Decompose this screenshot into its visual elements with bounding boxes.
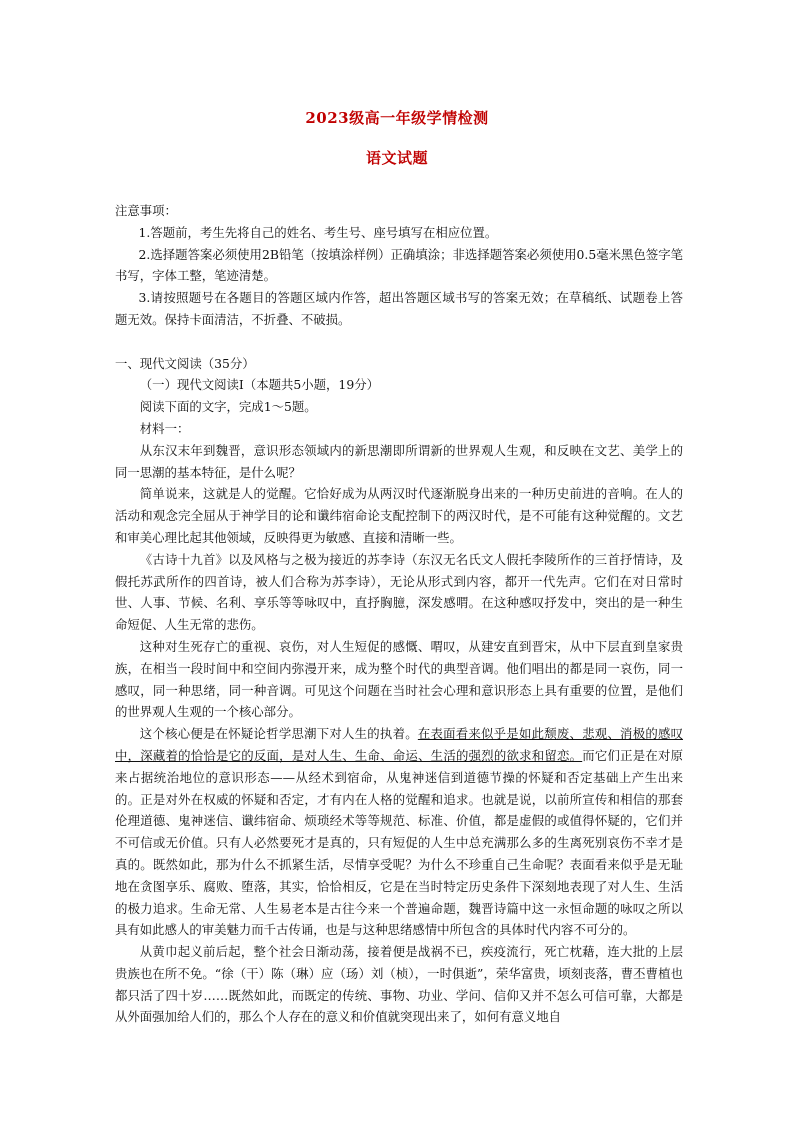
paragraph-6: 从黄巾起义前后起，整个社会日渐动荡，接着便是战祸不已，疾疫流行，死亡枕藉，连大批的上层贵族也在所不免。“徐（干）陈（琳）应（玚）刘（桢），一时俱逝”，荣华富贵，顷刻丧落，曹丕曹植也都只活了四十岁……既然如此，而既定的传统、事物、功业、学问、信仰又并不怎么可信可靠，大都是从外面强加给人们的，那么个人存在的意义和价值就突现出来了，如何有意义地自 xyxy=(115,944,683,1025)
paragraph-2: 简单说来，这就是人的觉醒。它恰好成为从两汉时代逐渐脱身出来的一种历史前进的音响。在人的活动和观念完全屈从于神学目的论和谶纬宿命论支配控制下的两汉时代，是不可能有这种觉醒的。文艺和审美心理比起其他领域，反映得更为敏感、直接和清晰一些。 xyxy=(115,486,683,545)
material-label: 材料一： xyxy=(139,420,190,436)
notice-item-3: 3.请按照题号在各题目的答题区域内作答，超出答题区域书写的答案无效；在草稿纸、试题卷上答题无效。保持卡面清洁，不折叠、不破损。 xyxy=(115,290,683,327)
paragraph-3: 《古诗十九首》以及风格与之极为接近的苏李诗（东汉无名氏文人假托李陵所作的三首抒情诗，及假托苏武所作的四首诗，被人们合称为苏李诗），无论从形式到内容，都开一代先声。它们在对日常时世、人事、节候、名利、享乐等等咏叹中，直抒胸臆，深发感喟。在这种感叹抒发中，突出的是一种生命短促、人生无常的悲伤。 xyxy=(115,551,683,633)
paragraph-1: 从东汉末年到魏晋，意识形态领域内的新思潮即所谓新的世界观人生观，和反映在文艺、美学上的同一思潮的基本特征，是什么呢？ xyxy=(115,442,683,480)
paragraph-5 xyxy=(115,723,683,941)
paragraph-5-rest: 而它们正是在对原来占据统治地位的意识形态——从经术到宿命，从鬼神迷信到道德节操的怀疑和否定基础上产生出来的。正是对外在权威的怀疑和否定，才有内在人格的觉醒和追求。也就是说，以前所宣传和相信的那套伦理道德、鬼神迷信、谶纬宿命、烦琐经术等等规范、标准、价值，都是虚假的或值得怀疑的，它们并不可信或无价值。只有人必然要死才是真的，只有短促的人生中总充满那么多的生离死别哀伤不幸才是真的。既然如此，那为什么不抓紧生活，尽情享受呢？为什么不珍重自己生命呢？表面看来似乎是无耻地在贪图享乐、腐败、堕落，其实，恰恰相反，它是在当时特定历史条件下深刻地表现了对人生、生活的极力追求。生命无常、人生易老本是古往今来一个普遍命题，魏晋诗篇中这一永恒命题的咏叹之所以具有如此感人的审美魅力而千古传诵，也是与这种思绪感情中所包含的具体时代内容不可分的。 xyxy=(115,747,684,938)
notice-heading: 注意事项： xyxy=(115,203,177,218)
instruction: 阅读下面的文字，完成1～5题。 xyxy=(139,399,317,415)
exam-title: 2023级高一年级学情检测 xyxy=(305,109,489,127)
subject-title: 语文试题 xyxy=(365,149,428,167)
spacer xyxy=(115,331,683,353)
document-body xyxy=(115,200,683,1028)
section-heading: 一、现代文阅读（35分） xyxy=(115,355,255,371)
paragraph-5-lead: 这个核心便是在怀疑论哲学思潮下对人生的执着。 xyxy=(139,726,418,742)
subsection-heading: （一）现代文阅读Ⅰ（本题共5小题，19分） xyxy=(139,377,379,393)
notice-item-1: 1.答题前，考生先将自己的姓名、考生号、座号填写在相应位置。 xyxy=(138,224,498,240)
paragraph-4: 这种对生死存亡的重视、哀伤，对人生短促的感慨、喟叹，从建安直到晋宋，从中下层直到皇家贵族，在相当一段时间中和空间内弥漫开来，成为整个时代的典型音调。他们唱出的都是同一哀伤，同一感叹，同一种思绪，同一种音调。可见这个问题在当时社会心理和意识形态上具有重要的位置，是他们的世界观人生观的一个核心部分。 xyxy=(115,638,683,720)
notice-item-2: 2.选择题答案必须使用2B铅笔（按填涂样例）正确填涂；非选择题答案必须使用0.5毫米黑色签字笔书写，字体工整，笔迹清楚。 xyxy=(115,246,683,284)
underlined-sentence: 在表面看来似乎是如此颓废、悲观、消极的感叹中，深藏着的恰恰是它的反面，是对人生、生命、命运、生活的强烈的欲求和留恋。 xyxy=(115,726,684,763)
